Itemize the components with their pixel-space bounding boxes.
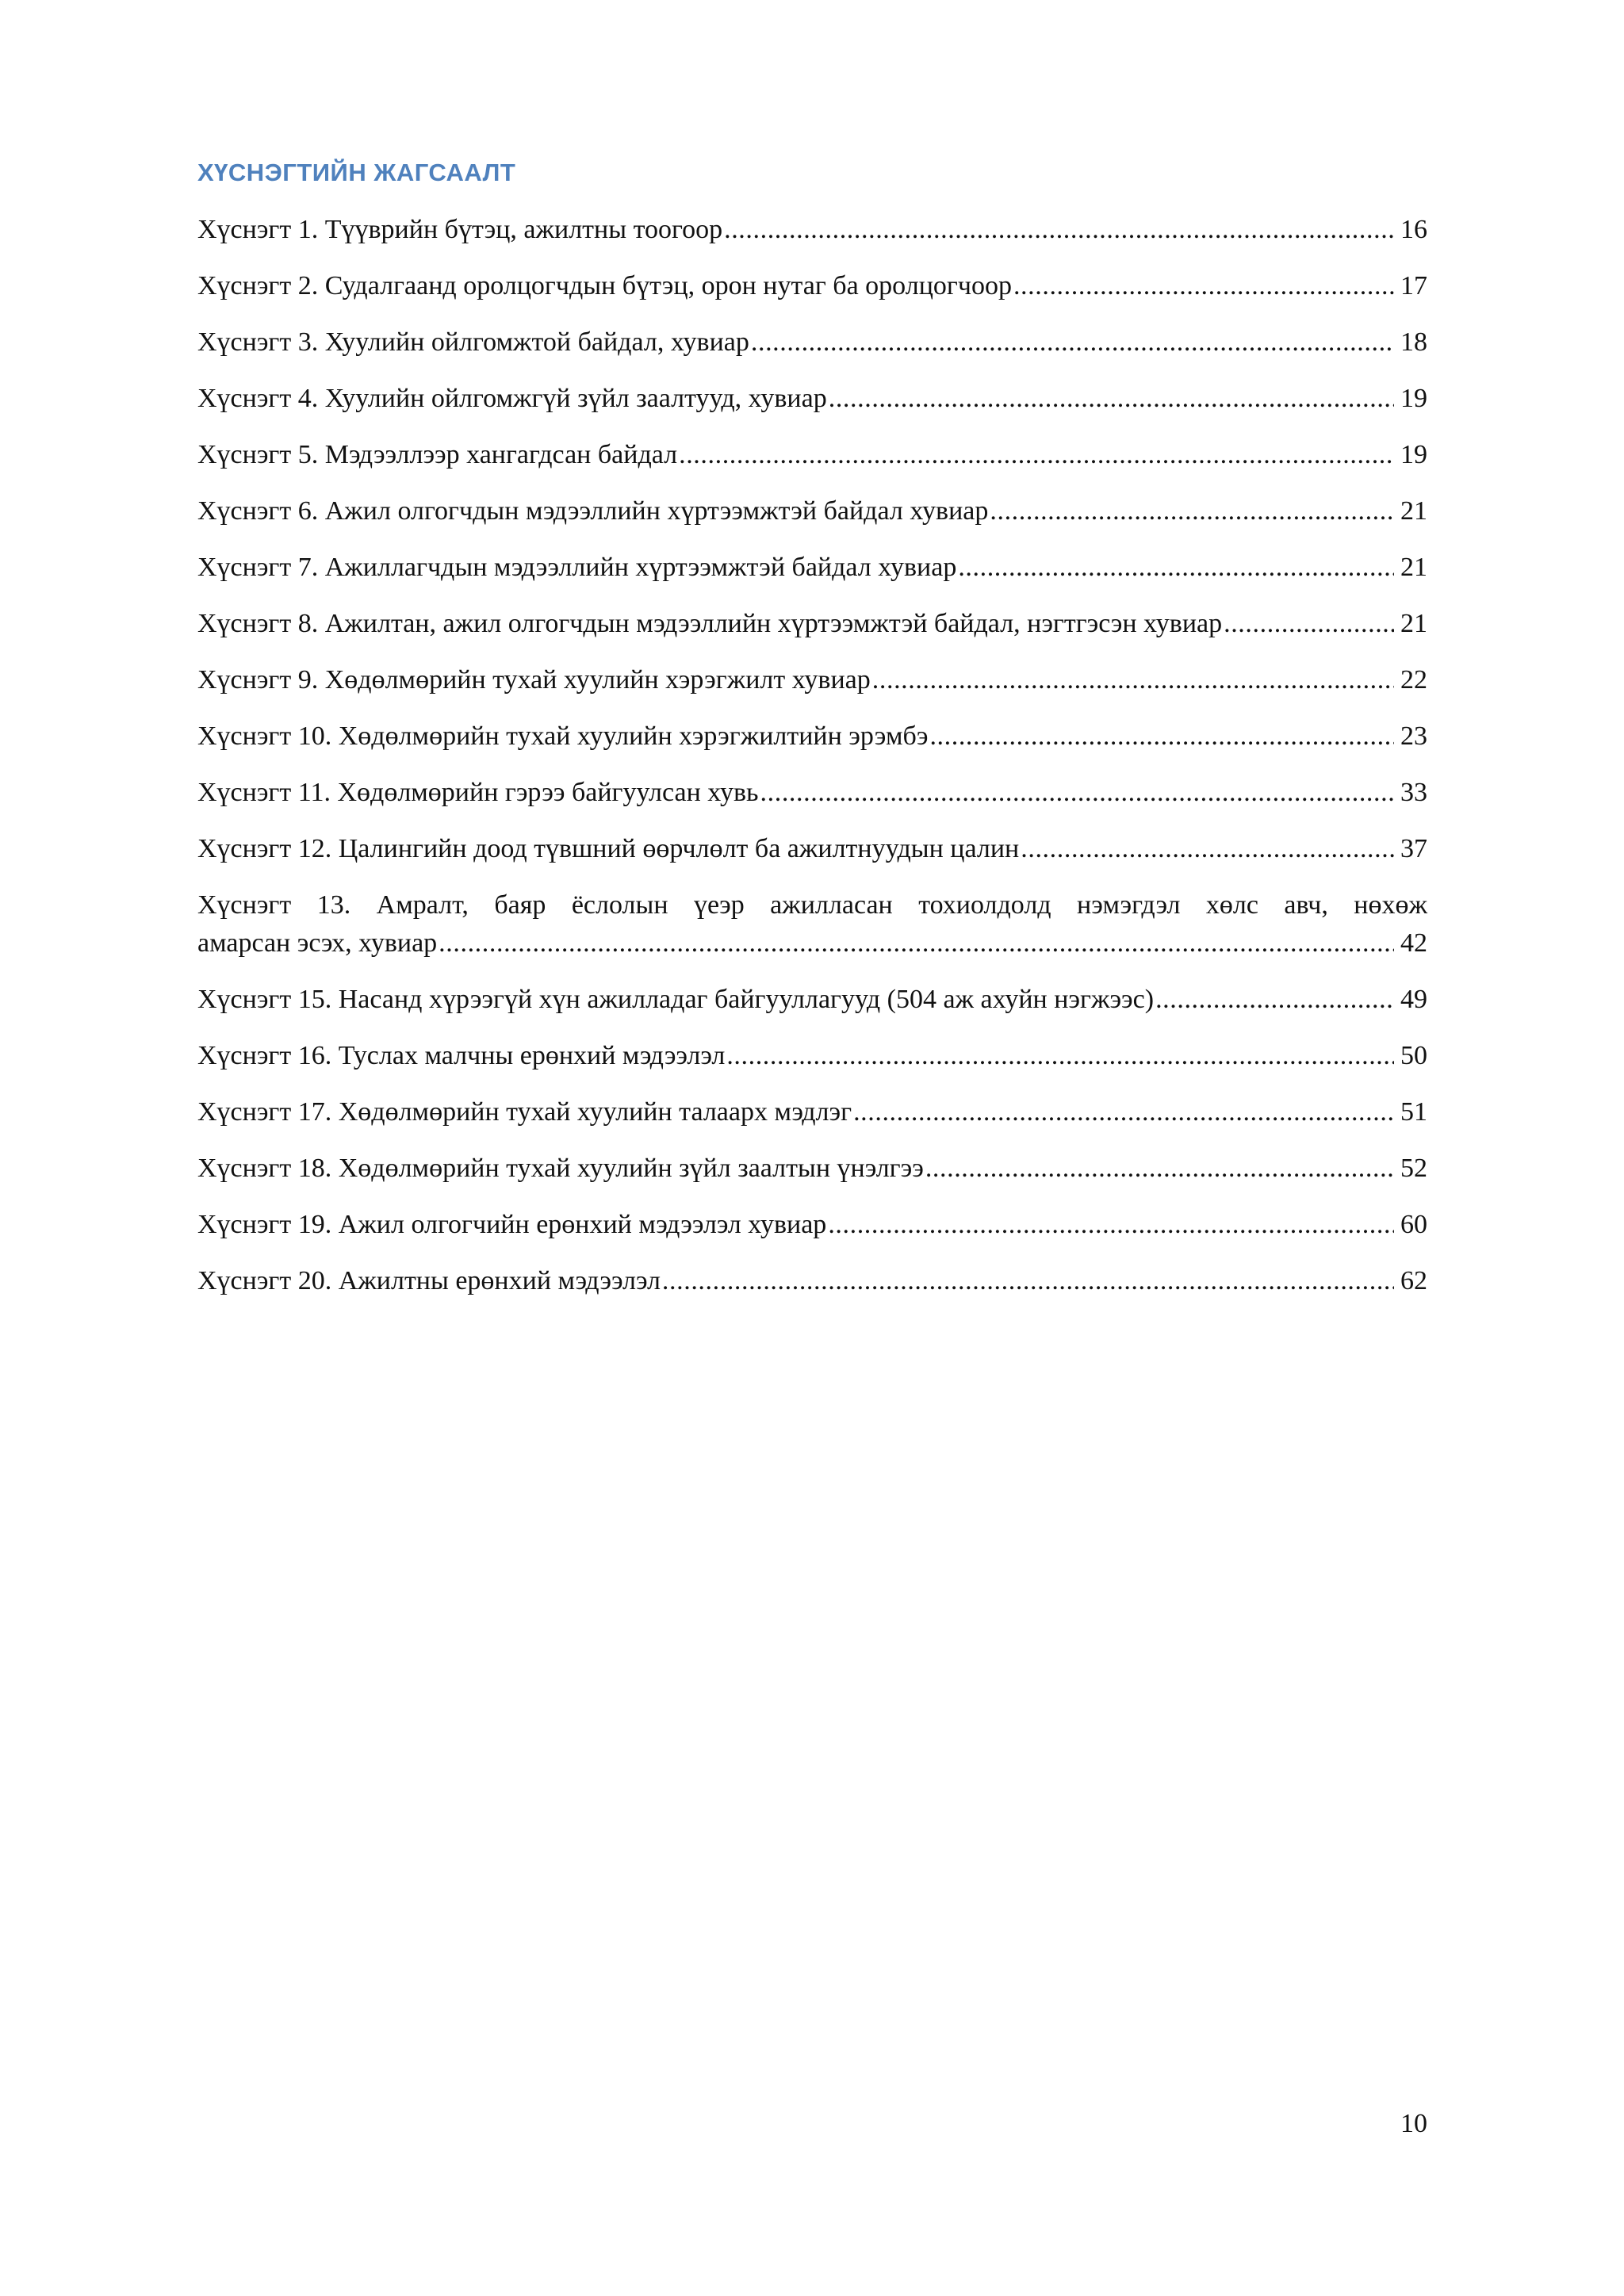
toc-entry-label: Хүснэгт 15. Насанд хүрээгүй хүн ажилладаг байгууллагууд (504 аж ахуйн нэгжээс) xyxy=(197,985,1155,1014)
dot-leader xyxy=(726,1037,1394,1075)
toc-entry[interactable] xyxy=(197,380,1427,418)
toc-entry[interactable] xyxy=(197,1206,1427,1244)
dot-leader xyxy=(990,492,1394,530)
toc-entry-label: Хүснэгт 1. Түүврийн бүтэц, ажилтны тоогоор xyxy=(197,215,723,244)
dot-leader xyxy=(958,549,1394,587)
toc-entry-label: Хүснэгт 18. Хөдөлмөрийн тухай хуулийн зүйл заалтын үнэлгээ xyxy=(197,1154,924,1183)
toc-entry[interactable] xyxy=(197,492,1427,530)
toc-entry[interactable] xyxy=(197,1037,1427,1075)
toc-entry-label: Хүснэгт 12. Цалингийн доод түвшний өөрчлөлт ба ажилтнуудын цалин xyxy=(197,834,1020,863)
toc-entry-page: 49 xyxy=(1400,985,1427,1014)
dot-leader xyxy=(1021,830,1394,868)
toc-entry-label: Хүснэгт 16. Туслах малчны ерөнхий мэдээлэл xyxy=(197,1041,726,1070)
toc-entry-page: 23 xyxy=(1400,721,1427,751)
toc-entry-label: Хүснэгт 10. Хөдөлмөрийн тухай хуулийн хэрэгжилтийн эрэмбэ xyxy=(197,721,929,751)
toc-entry[interactable] xyxy=(197,605,1427,643)
toc-entry-page: 19 xyxy=(1400,384,1427,413)
toc-entry-label-line1: Хүснэгт 13. Амралт, баяр ёслолын үеэр ажилласан тохиолдолд нэмэгдэл хөлс авч, нөхөж xyxy=(197,890,1427,920)
toc-entry-page: 17 xyxy=(1400,271,1427,300)
toc-entry[interactable] xyxy=(197,661,1427,699)
toc-entry-page: 51 xyxy=(1400,1097,1427,1127)
dot-leader xyxy=(662,1262,1394,1300)
dot-leader xyxy=(1224,605,1394,643)
toc-entry[interactable] xyxy=(197,718,1427,756)
dot-leader xyxy=(1155,981,1394,1019)
toc-entry-page: 52 xyxy=(1400,1154,1427,1183)
toc-entry-label: Хүснэгт 7. Ажиллагчдын мэдээллийн хүртээмжтэй байдал хувиар xyxy=(197,553,957,582)
page-number: 10 xyxy=(1400,2109,1427,2138)
toc-entry[interactable] xyxy=(197,436,1427,474)
dot-leader xyxy=(724,211,1394,249)
dot-leader xyxy=(828,1206,1394,1244)
dot-leader xyxy=(439,924,1394,962)
toc-entry-label: Хүснэгт 6. Ажил олгогчдын мэдээллийн хүртээмжтэй байдал хувиар xyxy=(197,496,989,526)
toc-entry-page: 50 xyxy=(1400,1041,1427,1070)
dot-leader xyxy=(751,323,1394,362)
list-of-tables xyxy=(197,211,1427,1318)
dot-leader xyxy=(679,436,1394,474)
toc-entry[interactable] xyxy=(197,886,1427,962)
toc-entry[interactable] xyxy=(197,981,1427,1019)
toc-entry-page: 62 xyxy=(1400,1266,1427,1295)
dot-leader xyxy=(760,774,1394,812)
dot-leader xyxy=(829,380,1394,418)
toc-entry-label: Хүснэгт 8. Ажилтан, ажил олгогчдын мэдээллийн хүртээмжтэй байдал, нэгтгэсэн хувиар xyxy=(197,609,1223,638)
toc-entry-page: 33 xyxy=(1400,778,1427,807)
toc-entry-page: 18 xyxy=(1400,327,1427,357)
dot-leader xyxy=(872,661,1394,699)
toc-entry-page: 42 xyxy=(1400,928,1427,958)
toc-entry-label-line2: амарсан эсэх, хувиар xyxy=(197,928,438,958)
toc-entry[interactable] xyxy=(197,549,1427,587)
toc-entry-label: Хүснэгт 11. Хөдөлмөрийн гэрээ байгуулсан хувь xyxy=(197,778,759,807)
toc-entry-label: Хүснэгт 4. Хуулийн ойлгомжгүй зүйл заалтууд, хувиар xyxy=(197,384,827,413)
list-of-tables-heading: ХҮСНЭГТИЙН ЖАГСААЛТ xyxy=(197,159,516,186)
dot-leader xyxy=(1013,267,1394,305)
toc-entry-page: 19 xyxy=(1400,440,1427,469)
toc-entry-page: 60 xyxy=(1400,1210,1427,1239)
toc-entry-page: 21 xyxy=(1400,553,1427,582)
toc-entry-label: Хүснэгт 17. Хөдөлмөрийн тухай хуулийн талаарх мэдлэг xyxy=(197,1097,852,1127)
toc-entry-label: Хүснэгт 9. Хөдөлмөрийн тухай хуулийн хэрэгжилт хувиар xyxy=(197,665,871,695)
toc-entry-label: Хүснэгт 19. Ажил олгогчийн ерөнхий мэдээлэл хувиар xyxy=(197,1210,827,1239)
toc-entry-page: 21 xyxy=(1400,609,1427,638)
dot-leader xyxy=(853,1093,1394,1131)
toc-entry-page: 37 xyxy=(1400,834,1427,863)
toc-entry[interactable] xyxy=(197,1150,1427,1188)
toc-entry-label: Хүснэгт 5. Мэдээллээр хангагдсан байдал xyxy=(197,440,678,469)
dot-leader xyxy=(925,1150,1394,1188)
toc-entry-page: 22 xyxy=(1400,665,1427,695)
toc-entry-label: Хүснэгт 20. Ажилтны ерөнхий мэдээлэл xyxy=(197,1266,661,1295)
toc-entry[interactable] xyxy=(197,1262,1427,1300)
toc-entry[interactable] xyxy=(197,211,1427,249)
toc-entry[interactable] xyxy=(197,1093,1427,1131)
toc-entry[interactable] xyxy=(197,267,1427,305)
toc-entry[interactable] xyxy=(197,323,1427,362)
toc-entry-page: 16 xyxy=(1400,215,1427,244)
toc-entry-label: Хүснэгт 3. Хуулийн ойлгомжтой байдал, хувиар xyxy=(197,327,749,357)
toc-entry[interactable] xyxy=(197,830,1427,868)
toc-entry-page: 21 xyxy=(1400,496,1427,526)
dot-leader xyxy=(929,718,1394,756)
toc-entry-label: Хүснэгт 2. Судалгаанд оролцогчдын бүтэц, орон нутаг ба оролцогчоор xyxy=(197,271,1012,300)
toc-entry[interactable] xyxy=(197,774,1427,812)
